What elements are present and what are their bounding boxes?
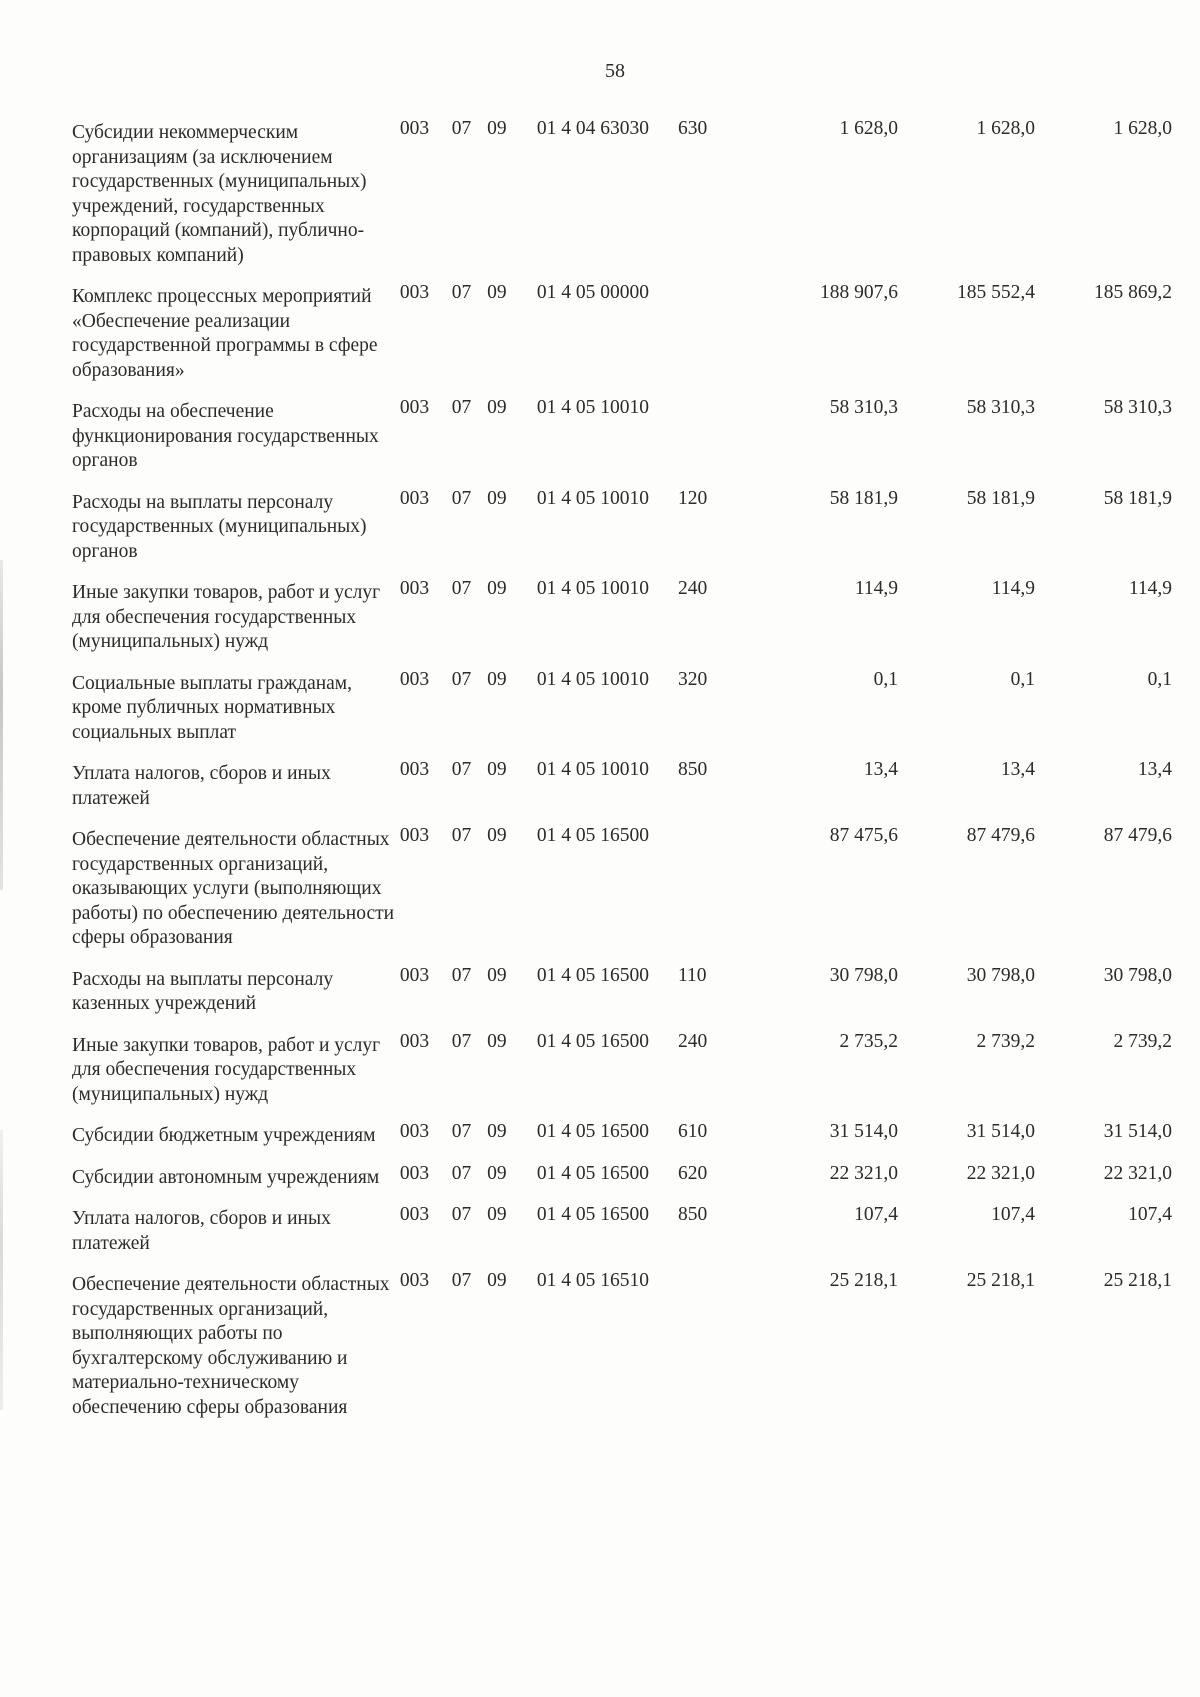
amount-year3-cell: [1035, 1267, 1172, 1431]
expense-name-text: Уплата налогов, сборов и иных платежей: [72, 1208, 331, 1254]
expense-name-cell: [72, 1160, 400, 1202]
target-article-cell: [537, 1118, 678, 1160]
section-code-cell: [452, 1267, 487, 1431]
target-article-text: 01 4 05 00000: [536, 282, 649, 303]
amount-year3-text: 114,9: [1128, 578, 1172, 599]
target-article-text: 01 4 05 10010: [536, 397, 649, 418]
subsection-code-cell: [487, 279, 537, 394]
target-article-cell: [537, 1267, 678, 1431]
section-code-text: 07: [451, 1204, 472, 1225]
section-code-cell: [452, 822, 487, 962]
expense-type-text: 120: [678, 487, 708, 509]
target-article-cell: [537, 1201, 678, 1267]
expense-name-text: Иные закупки товаров, работ и услуг для обеспечения государственных (муниципальных) нужд: [72, 1034, 381, 1105]
target-article-text: 01 4 05 16500: [536, 964, 649, 986]
section-code-text: 07: [451, 1121, 472, 1142]
amount-year3-text: 1 628,0: [1113, 118, 1172, 139]
section-code-cell: [452, 1160, 487, 1202]
section-code-text: 07: [451, 118, 472, 139]
amount-year3-text: 107,4: [1128, 1204, 1172, 1225]
amount-year2-text: 30 798,0: [966, 964, 1035, 986]
amount-year3-cell: [1035, 666, 1172, 757]
amount-year3-text: 30 798,0: [1103, 964, 1172, 986]
expense-type-text: 610: [678, 1121, 708, 1142]
amount-year2-text: 185 552,4: [956, 282, 1035, 303]
amount-year2-text: 114,9: [991, 578, 1035, 599]
page-number: 58: [605, 60, 625, 82]
grbs-code-text: 003: [399, 759, 430, 780]
amount-year2-text: 87 479,6: [966, 825, 1035, 846]
expense-type-text: 240: [678, 1030, 708, 1052]
expense-name-cell: [72, 279, 400, 394]
amount-year2-cell: [898, 666, 1035, 757]
section-code-cell: [452, 756, 487, 822]
scan-edge-shadow-lower: [0, 1130, 3, 1410]
expense-name-text: Обеспечение деятельности областных государственных организаций, оказывающих услуги (выполняющих работы) по обеспечению деятельности сферы образования: [72, 829, 395, 948]
expense-name-cell: [72, 962, 400, 1028]
expense-name-cell: [72, 1118, 400, 1160]
subsection-code-cell: [487, 394, 537, 485]
subsection-code-cell: [487, 666, 537, 757]
expense-name-text: Расходы на обеспечение функционирования государственных органов: [72, 401, 379, 471]
target-article-cell: [537, 394, 678, 485]
amount-year2-text: 31 514,0: [966, 1121, 1035, 1142]
subsection-code-text: 09: [487, 578, 507, 599]
grbs-code-cell: [400, 575, 452, 666]
grbs-code-cell: [400, 485, 452, 576]
target-article-text: 01 4 05 16500: [536, 1030, 649, 1052]
grbs-code-cell: [400, 1201, 452, 1267]
expense-type-text: 320: [678, 668, 708, 690]
section-code-text: 07: [451, 397, 472, 418]
section-code-cell: [452, 1028, 487, 1119]
expense-name-text: Субсидии автономным учреждениям: [72, 1166, 380, 1188]
expense-name-cell: [72, 115, 400, 279]
grbs-code-text: 003: [399, 1162, 430, 1184]
grbs-code-text: 003: [399, 964, 430, 986]
target-article-text: 01 4 05 16510: [536, 1270, 649, 1291]
amount-year3-text: 87 479,6: [1103, 825, 1172, 846]
target-article-text: 01 4 05 10010: [536, 668, 649, 690]
expense-type-cell: [678, 485, 746, 576]
subsection-code-text: 09: [487, 397, 507, 418]
amount-year1-cell: [746, 115, 898, 279]
amount-year3-cell: [1035, 756, 1172, 822]
amount-year2-cell: [898, 115, 1035, 279]
amount-year1-text: 2 735,2: [839, 1030, 898, 1052]
amount-year1-cell: [746, 394, 898, 485]
amount-year3-text: 58 310,3: [1103, 397, 1172, 418]
amount-year2-text: 0,1: [1010, 668, 1035, 690]
amount-year1-cell: [746, 822, 898, 962]
target-article-text: 01 4 05 16500: [536, 825, 649, 846]
amount-year3-cell: [1035, 1160, 1172, 1202]
subsection-code-text: 09: [487, 825, 507, 846]
amount-year2-text: 1 628,0: [976, 118, 1035, 139]
section-code-text: 07: [451, 1270, 472, 1291]
amount-year1-text: 25 218,1: [829, 1270, 898, 1291]
amount-year2-cell: [898, 822, 1035, 962]
expense-name-text: Расходы на выплаты персоналу казенных учреждений: [72, 968, 334, 1014]
target-article-text: 01 4 05 10010: [536, 578, 649, 599]
grbs-code-cell: [400, 1267, 452, 1431]
expense-type-cell: [678, 279, 746, 394]
subsection-code-cell: [487, 1267, 537, 1431]
scan-edge-shadow: [0, 560, 3, 890]
section-code-cell: [452, 1201, 487, 1267]
expense-name-cell: [72, 822, 400, 962]
table-row: [72, 394, 1172, 485]
section-code-text: 07: [451, 825, 472, 846]
amount-year1-cell: [746, 575, 898, 666]
table-row: [72, 1267, 1172, 1431]
grbs-code-cell: [400, 666, 452, 757]
amount-year1-cell: [746, 485, 898, 576]
expense-type-cell: [678, 394, 746, 485]
amount-year1-text: 58 181,9: [829, 487, 898, 509]
subsection-code-cell: [487, 485, 537, 576]
grbs-code-text: 003: [399, 282, 430, 303]
expense-type-cell: [678, 1201, 746, 1267]
target-article-cell: [537, 575, 678, 666]
target-article-text: 01 4 05 16500: [536, 1162, 649, 1184]
target-article-cell: [537, 279, 678, 394]
table-row: [72, 279, 1172, 394]
subsection-code-cell: [487, 575, 537, 666]
section-code-cell: [452, 115, 487, 279]
section-code-text: 07: [451, 578, 472, 599]
target-article-cell: [537, 1028, 678, 1119]
expense-type-cell: [678, 1028, 746, 1119]
subsection-code-text: 09: [487, 282, 507, 303]
subsection-code-text: 09: [487, 1121, 507, 1142]
target-article-text: 01 4 04 63030: [536, 118, 649, 139]
amount-year2-cell: [898, 485, 1035, 576]
expense-type-text: 240: [678, 578, 708, 599]
amount-year3-text: 2 739,2: [1113, 1030, 1172, 1052]
table-row: [72, 1201, 1172, 1267]
amount-year1-cell: [746, 1267, 898, 1431]
subsection-code-text: 09: [487, 118, 507, 139]
table-body: [72, 115, 1172, 1431]
table-row: [72, 1160, 1172, 1202]
amount-year2-text: 2 739,2: [976, 1030, 1035, 1052]
expense-name-cell: [72, 485, 400, 576]
table-row: [72, 666, 1172, 757]
target-article-cell: [537, 485, 678, 576]
grbs-code-cell: [400, 962, 452, 1028]
amount-year1-cell: [746, 279, 898, 394]
subsection-code-text: 09: [487, 487, 507, 509]
grbs-code-text: 003: [399, 825, 430, 846]
amount-year1-text: 22 321,0: [829, 1162, 898, 1184]
expense-type-cell: [678, 115, 746, 279]
table-row: [72, 756, 1172, 822]
target-article-cell: [537, 756, 678, 822]
subsection-code-cell: [487, 1118, 537, 1160]
amount-year3-cell: [1035, 485, 1172, 576]
grbs-code-text: 003: [399, 1204, 430, 1225]
grbs-code-text: 003: [399, 578, 430, 599]
target-article-cell: [537, 962, 678, 1028]
expense-name-cell: [72, 1201, 400, 1267]
amount-year1-cell: [746, 962, 898, 1028]
expense-name-cell: [72, 756, 400, 822]
section-code-cell: [452, 575, 487, 666]
amount-year1-text: 87 475,6: [829, 825, 898, 846]
amount-year1-text: 0,1: [873, 668, 898, 690]
grbs-code-text: 003: [399, 1270, 430, 1291]
section-code-text: 07: [451, 1162, 472, 1184]
section-code-cell: [452, 1118, 487, 1160]
amount-year3-text: 58 181,9: [1103, 487, 1172, 509]
table-row: [72, 115, 1172, 279]
table-row: [72, 962, 1172, 1028]
expense-name-cell: [72, 575, 400, 666]
amount-year3-cell: [1035, 575, 1172, 666]
expense-name-cell: [72, 1267, 400, 1431]
target-article-text: 01 4 05 16500: [536, 1204, 649, 1225]
amount-year3-cell: [1035, 279, 1172, 394]
expense-name-text: Субсидии некоммерческим организациям (за исключением государственных (муниципальных) учреждений, государственных корпораций (компаний), публично-правовых компаний): [72, 122, 367, 266]
expense-type-cell: [678, 822, 746, 962]
grbs-code-text: 003: [399, 1121, 430, 1142]
budget-table: [72, 115, 1172, 1431]
grbs-code-cell: [400, 756, 452, 822]
amount-year3-cell: [1035, 115, 1172, 279]
expense-name-text: Субсидии бюджетным учреждениям: [72, 1125, 376, 1146]
amount-year3-text: 25 218,1: [1103, 1270, 1172, 1291]
grbs-code-cell: [400, 394, 452, 485]
amount-year3-cell: [1035, 1118, 1172, 1160]
amount-year1-cell: [746, 1160, 898, 1202]
subsection-code-cell: [487, 115, 537, 279]
amount-year1-text: 31 514,0: [829, 1121, 898, 1142]
expense-type-cell: [678, 1160, 746, 1202]
amount-year2-cell: [898, 1267, 1035, 1431]
target-article-text: 01 4 05 10010: [536, 487, 649, 509]
amount-year2-cell: [898, 756, 1035, 822]
grbs-code-text: 003: [399, 1030, 430, 1052]
target-article-text: 01 4 05 10010: [536, 759, 649, 780]
subsection-code-text: 09: [487, 1162, 507, 1184]
grbs-code-cell: [400, 1118, 452, 1160]
amount-year2-cell: [898, 279, 1035, 394]
section-code-text: 07: [451, 1030, 472, 1052]
expense-type-cell: [678, 962, 746, 1028]
amount-year2-cell: [898, 575, 1035, 666]
expense-type-cell: [678, 666, 746, 757]
expense-name-cell: [72, 1028, 400, 1119]
target-article-text: 01 4 05 16500: [536, 1121, 649, 1142]
target-article-cell: [537, 1160, 678, 1202]
grbs-code-cell: [400, 115, 452, 279]
expense-name-text: Комплекс процессных мероприятий «Обеспечение реализации государственной программы в сфере образования»: [72, 286, 378, 381]
amount-year3-cell: [1035, 1201, 1172, 1267]
amount-year1-text: 13,4: [863, 759, 898, 780]
amount-year2-cell: [898, 1160, 1035, 1202]
amount-year1-cell: [746, 1201, 898, 1267]
amount-year1-text: 114,9: [854, 578, 898, 599]
amount-year1-cell: [746, 756, 898, 822]
amount-year2-text: 58 310,3: [966, 397, 1035, 418]
expense-type-cell: [678, 1267, 746, 1431]
amount-year2-text: 25 218,1: [966, 1270, 1035, 1291]
expense-type-cell: [678, 575, 746, 666]
expense-name-text: Иные закупки товаров, работ и услуг для обеспечения государственных (муниципальных) нужд: [72, 582, 381, 652]
grbs-code-cell: [400, 822, 452, 962]
section-code-text: 07: [451, 282, 472, 303]
amount-year1-text: 188 907,6: [819, 282, 898, 303]
subsection-code-text: 09: [487, 759, 507, 780]
amount-year3-cell: [1035, 962, 1172, 1028]
grbs-code-text: 003: [399, 668, 430, 690]
subsection-code-text: 09: [487, 1204, 507, 1225]
target-article-cell: [537, 666, 678, 757]
grbs-code-text: 003: [399, 118, 430, 139]
grbs-code-cell: [400, 1028, 452, 1119]
section-code-text: 07: [451, 487, 472, 509]
amount-year3-text: 0,1: [1147, 668, 1172, 690]
expense-type-text: 110: [678, 964, 707, 986]
expense-name-cell: [72, 394, 400, 485]
grbs-code-text: 003: [399, 397, 430, 418]
expense-name-text: Обеспечение деятельности областных государственных организаций, выполняющих работы по бухгалтерскому обслуживанию и материально-техническому обеспечению сферы образования: [72, 1274, 390, 1418]
subsection-code-text: 09: [487, 668, 507, 690]
amount-year2-cell: [898, 394, 1035, 485]
amount-year2-text: 13,4: [1000, 759, 1035, 780]
section-code-cell: [452, 279, 487, 394]
amount-year3-cell: [1035, 822, 1172, 962]
amount-year1-cell: [746, 1118, 898, 1160]
amount-year1-text: 1 628,0: [839, 118, 898, 139]
amount-year2-text: 58 181,9: [966, 487, 1035, 509]
amount-year3-cell: [1035, 1028, 1172, 1119]
table-row: [72, 1118, 1172, 1160]
table-row: [72, 485, 1172, 576]
amount-year2-cell: [898, 1118, 1035, 1160]
target-article-cell: [537, 822, 678, 962]
section-code-text: 07: [451, 668, 472, 690]
expense-type-text: 630: [678, 118, 708, 139]
expense-name-text: Уплата налогов, сборов и иных платежей: [72, 763, 331, 809]
amount-year1-cell: [746, 666, 898, 757]
amount-year3-text: 31 514,0: [1103, 1121, 1172, 1142]
grbs-code-cell: [400, 279, 452, 394]
grbs-code-text: 003: [399, 487, 430, 509]
subsection-code-cell: [487, 1028, 537, 1119]
subsection-code-text: 09: [487, 1270, 507, 1291]
table-row: [72, 575, 1172, 666]
amount-year3-cell: [1035, 394, 1172, 485]
grbs-code-cell: [400, 1160, 452, 1202]
subsection-code-cell: [487, 756, 537, 822]
subsection-code-text: 09: [487, 964, 507, 986]
amount-year2-cell: [898, 962, 1035, 1028]
amount-year3-text: 22 321,0: [1103, 1162, 1172, 1184]
subsection-code-cell: [487, 822, 537, 962]
amount-year3-text: 13,4: [1137, 759, 1172, 780]
section-code-text: 07: [451, 759, 472, 780]
amount-year2-cell: [898, 1028, 1035, 1119]
section-code-cell: [452, 666, 487, 757]
target-article-cell: [537, 115, 678, 279]
amount-year3-text: 185 869,2: [1094, 282, 1172, 303]
subsection-code-cell: [487, 1201, 537, 1267]
amount-year1-text: 107,4: [854, 1204, 898, 1225]
expense-name-cell: [72, 666, 400, 757]
expense-type-cell: [678, 1118, 746, 1160]
subsection-code-cell: [487, 1160, 537, 1202]
section-code-text: 07: [451, 964, 472, 986]
amount-year1-text: 58 310,3: [829, 397, 898, 418]
subsection-code-text: 09: [487, 1030, 507, 1052]
expense-name-text: Социальные выплаты гражданам, кроме публичных нормативных социальных выплат: [72, 672, 353, 743]
table-row: [72, 822, 1172, 962]
amount-year1-cell: [746, 1028, 898, 1119]
expense-type-text: 850: [678, 1204, 708, 1225]
amount-year1-text: 30 798,0: [829, 964, 898, 986]
amount-year2-text: 22 321,0: [966, 1162, 1035, 1184]
amount-year2-cell: [898, 1201, 1035, 1267]
table-row: [72, 1028, 1172, 1119]
expense-name-text: Расходы на выплаты персоналу государственных (муниципальных) органов: [72, 491, 367, 562]
expense-type-cell: [678, 756, 746, 822]
expense-type-text: 850: [678, 759, 708, 780]
section-code-cell: [452, 962, 487, 1028]
amount-year2-text: 107,4: [991, 1204, 1035, 1225]
section-code-cell: [452, 485, 487, 576]
subsection-code-cell: [487, 962, 537, 1028]
expense-type-text: 620: [678, 1162, 708, 1184]
section-code-cell: [452, 394, 487, 485]
